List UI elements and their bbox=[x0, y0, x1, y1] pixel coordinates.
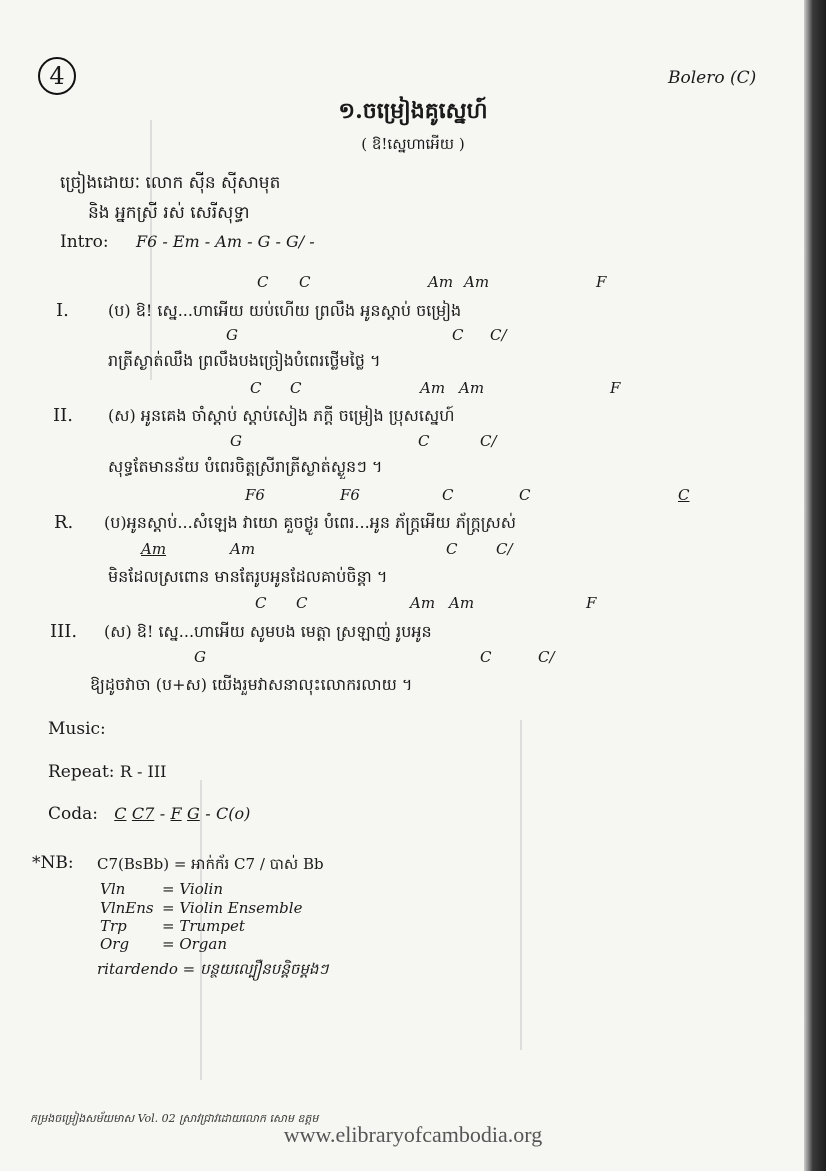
abbreviation-meaning: = Organ bbox=[162, 935, 228, 953]
coda-label: Coda: bbox=[48, 804, 98, 824]
lyric-line: រាត្រីស្ងាត់ឈឹង ព្រលឹងបងច្រៀងបំពេរថ្លើមថ្លៃ ។ bbox=[108, 351, 381, 370]
chord: C bbox=[296, 594, 308, 612]
chord: Am bbox=[449, 594, 475, 612]
abbreviation: Vln bbox=[100, 880, 126, 898]
chord: Am bbox=[230, 540, 256, 558]
page-number: 4 bbox=[38, 57, 76, 95]
chord: C/ bbox=[496, 540, 513, 558]
abbreviation-meaning: = Trumpet bbox=[162, 917, 245, 935]
lyric-line: មិនដែលស្រពោន មានតែរូបអូនដែលគាប់ចិន្តា ។ bbox=[108, 567, 388, 586]
lyric-line: សុទ្ធតែមានន័យ បំពេរចិត្តស្រីរាត្រីស្ងាត់ស្ងួនៗ ។ bbox=[108, 457, 383, 476]
notes-label: *NB: bbox=[32, 853, 74, 873]
lyric-line: (ប) ឱ! ស្នេ...ហាអើយ យប់ហើយ ព្រលឹង អូនស្តាប់ ចម្រៀង bbox=[108, 301, 462, 320]
chord: C bbox=[299, 273, 311, 291]
chord: F bbox=[586, 594, 597, 612]
repeat-value: R - III bbox=[119, 762, 167, 781]
abbreviation-meaning: = Violin bbox=[162, 880, 223, 898]
chord: C bbox=[257, 273, 269, 291]
chord: Am bbox=[459, 379, 485, 397]
chord: C bbox=[418, 432, 430, 450]
repeat-label: Repeat: bbox=[48, 762, 115, 782]
abbreviation-row bbox=[100, 917, 245, 935]
music-label: Music: bbox=[48, 719, 106, 739]
abbreviation-meaning: = Violin Ensemble bbox=[162, 899, 303, 917]
verse-marker: R. bbox=[54, 512, 74, 533]
chord: C/ bbox=[480, 432, 497, 450]
song-subtitle: ( ឱ!ស្នេហាអើយ ) bbox=[361, 135, 465, 153]
chord: C bbox=[290, 379, 302, 397]
chord: Am bbox=[410, 594, 436, 612]
chord: C bbox=[480, 648, 492, 666]
abbreviation: Trp bbox=[100, 917, 127, 935]
lyric-line: (ប)អូនស្តាប់...សំឡេង វាយោ គួចថ្ងូរ បំពេរ...អូន ភ័ក្ត្រអើយ ភ័ក្ត្រស្រស់ bbox=[104, 513, 517, 532]
lyric-line: (ស) ឱ! ស្នេ...ហាអើយ សូមបង មេត្តា ស្រឡាញ់ រូបអូន bbox=[104, 622, 432, 641]
chord: F6 bbox=[245, 486, 265, 504]
chord: Am bbox=[141, 540, 167, 558]
coda-chord: G bbox=[187, 804, 200, 823]
verse-marker: II. bbox=[53, 405, 73, 426]
abbreviation-row bbox=[100, 899, 303, 917]
coda-chord: C7 bbox=[131, 804, 155, 823]
watermark-url: www.elibraryofcambodia.org bbox=[283, 1122, 543, 1147]
chord: C bbox=[442, 486, 454, 504]
abbreviation-row bbox=[100, 880, 223, 898]
coda-chord: F bbox=[170, 804, 182, 823]
chord: C bbox=[446, 540, 458, 558]
chord: C/ bbox=[538, 648, 555, 666]
page-edge-shadow bbox=[804, 0, 826, 1171]
chord: C bbox=[250, 379, 262, 397]
notes-bass-chord: C7(BsBb) = អាក់ក័រ C7 / បាស់ Bb bbox=[97, 855, 324, 873]
lyric-line: (ស) អូនគេង ចាំស្តាប់ ស្តាប់សៀង ភក្តី ចម្រៀង ប្រុសស្នេហ៍ bbox=[108, 406, 455, 425]
chord: Am bbox=[428, 273, 454, 291]
coda-separator: - bbox=[205, 804, 211, 823]
intro-label: Intro: bbox=[60, 232, 109, 252]
coda-line bbox=[48, 804, 250, 824]
chord: C bbox=[255, 594, 267, 612]
singers-line-1: ច្រៀងដោយៈ លោក ស៊ីន ស៊ីសាមុត bbox=[60, 173, 281, 193]
bleed-through-line bbox=[520, 720, 522, 1050]
chord: C/ bbox=[490, 326, 507, 344]
verse-marker: I. bbox=[56, 300, 69, 321]
abbreviation: Org bbox=[100, 935, 130, 953]
chord: C bbox=[452, 326, 464, 344]
verse-marker: III. bbox=[50, 621, 78, 642]
abbreviation-row bbox=[100, 935, 228, 953]
lyric-line: ឱ្យដូចវាចា (ប+ស) យើងរួមវាសនាលុះលោករលាយ ។ bbox=[90, 675, 413, 694]
song-title: ១.ចម្រៀងគូស្នេហ៍ bbox=[338, 98, 488, 124]
song-style: Bolero (C) bbox=[668, 68, 757, 88]
chord: C bbox=[519, 486, 531, 504]
repeat-line bbox=[48, 762, 167, 782]
intro-chords: F6 - Em - Am - G - G/ - bbox=[136, 232, 315, 251]
chord: F6 bbox=[340, 486, 360, 504]
chord: F bbox=[596, 273, 607, 291]
chord: G bbox=[230, 432, 242, 450]
chord: Am bbox=[420, 379, 446, 397]
chord: F bbox=[610, 379, 621, 397]
coda-separator: - bbox=[159, 804, 166, 823]
ritardendo-note: ritardendo = បន្ថយល្បឿនបន្តិចម្តងៗ bbox=[97, 960, 329, 978]
coda-chord: C(o) bbox=[216, 804, 251, 823]
chord: G bbox=[226, 326, 238, 344]
abbreviation: VlnEns bbox=[100, 899, 154, 917]
chord: Am bbox=[464, 273, 490, 291]
book-footer: កម្រងចម្រៀងសម័យមាស Vol. 02 ស្រាវជ្រាវដោយលោក សោម ឧត្តម bbox=[30, 1112, 319, 1125]
singers-line-2: និង អ្នកស្រី រស់ សេរីសុទ្ធា bbox=[88, 203, 250, 223]
coda-chord: C bbox=[114, 804, 127, 823]
chord: C bbox=[678, 486, 690, 504]
chord: G bbox=[194, 648, 206, 666]
